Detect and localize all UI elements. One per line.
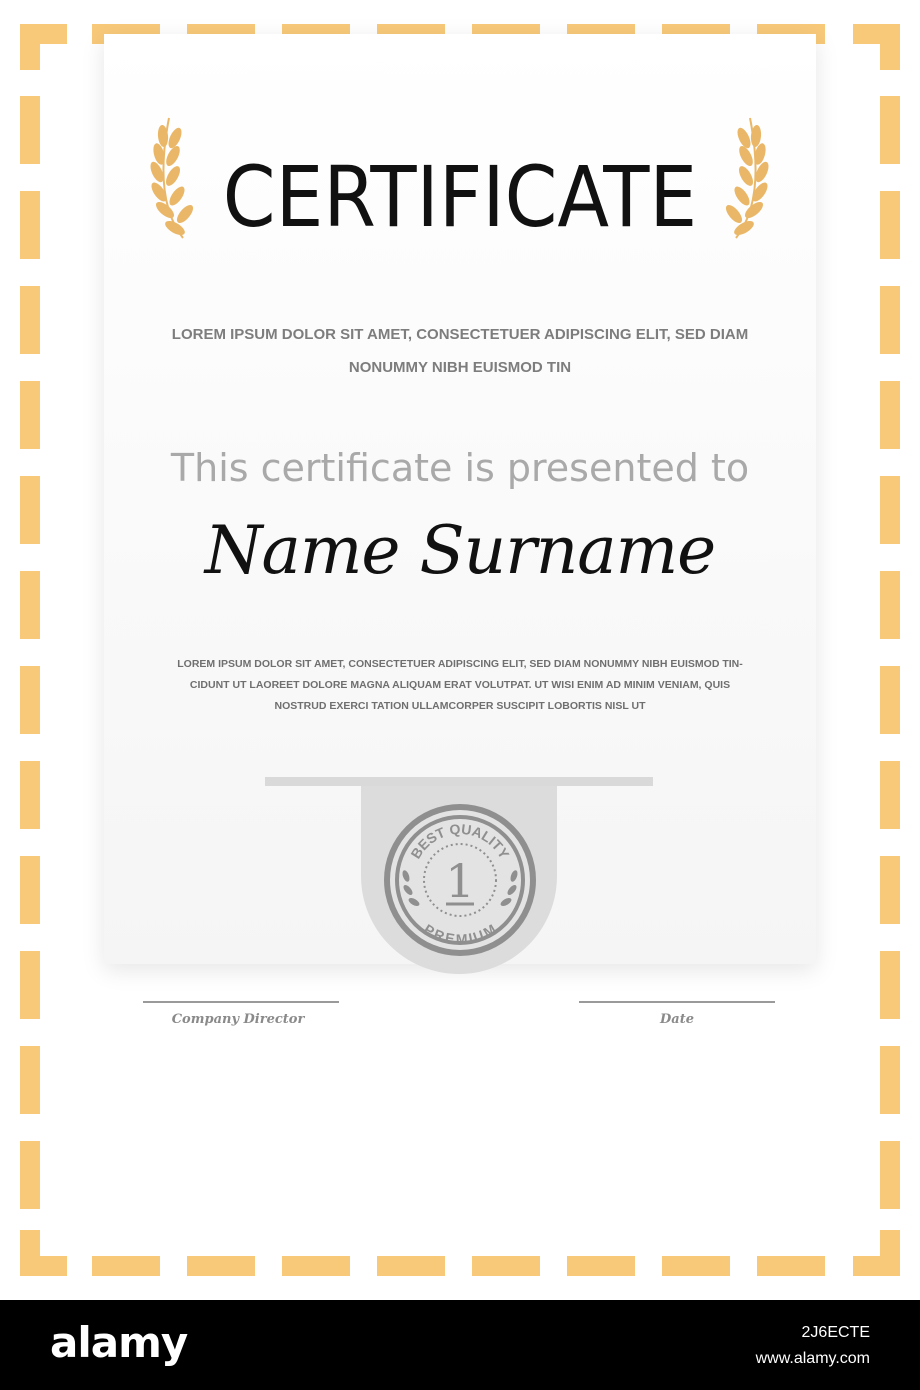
award-seal-icon [380, 800, 540, 960]
watermark-url: www.alamy.com [755, 1350, 870, 1367]
border-dash [880, 1046, 900, 1114]
ribbon-bar [265, 777, 653, 786]
border-dash [20, 666, 40, 734]
border-dash [880, 951, 900, 1019]
certificate-title: CERTIFICATE [222, 148, 698, 246]
border-dash [282, 1256, 350, 1276]
border-dash [880, 24, 900, 70]
border-dash [20, 1141, 40, 1209]
border-dash [880, 1230, 900, 1276]
border-dash [880, 191, 900, 259]
body-line-3: NOSTRUD EXERCI TATION ULLAMCORPER SUSCIPIT LOBORTIS NISL UT [274, 700, 646, 712]
border-dash [20, 96, 40, 164]
director-label: Company Director [171, 1012, 305, 1027]
border-dash [187, 1256, 255, 1276]
seal-bottom-text: PREMIUM [421, 920, 499, 948]
subtitle-line-1: LOREM IPSUM DOLOR SIT AMET, CONSECTETUER ADIPISCING ELIT, SED DIAM [171, 326, 749, 343]
border-dash [20, 191, 40, 259]
watermark-image-id: 2J6ECTE [801, 1324, 870, 1341]
seal-top-text: BEST QUALITY [407, 820, 513, 862]
border-dash [880, 1141, 900, 1209]
border-dash [662, 1256, 730, 1276]
date-signature-line [579, 1001, 775, 1003]
border-dash [20, 286, 40, 354]
seal-number: 1 [445, 854, 475, 908]
border-dash [757, 1256, 825, 1276]
subtitle-line-2: NONUMMY NIBH EUISMOD TIN [348, 359, 572, 376]
watermark-brand: alamy [50, 1318, 188, 1367]
border-dash [20, 761, 40, 829]
body-line-2: CIDUNT UT LAOREET DOLORE MAGNA ALIQUAM ERAT VOLUTPAT. UT WISI ENIM AD MINIM VENIAM, QUIS [189, 679, 731, 691]
border-dash [880, 856, 900, 924]
border-dash [20, 1046, 40, 1114]
border-dash [880, 96, 900, 164]
body-line-1: LOREM IPSUM DOLOR SIT AMET, CONSECTETUER ADIPISCING ELIT, SED DIAM NONUMMY NIBH EUISMOD TIN- [177, 658, 743, 670]
recipient-name: Name Surname [204, 512, 716, 589]
certificate-body [165, 654, 755, 717]
border-dash [20, 24, 40, 70]
border-dash [880, 761, 900, 829]
certificate-subtitle [150, 318, 770, 384]
border-dash [880, 286, 900, 354]
border-dash [20, 1230, 40, 1276]
border-dash [20, 381, 40, 449]
date-label: Date [660, 1012, 694, 1027]
border-dash [20, 856, 40, 924]
border-dash [567, 1256, 635, 1276]
watermark-footer [0, 1300, 920, 1390]
border-dash [880, 381, 900, 449]
border-dash [92, 1256, 160, 1276]
border-dash [20, 951, 40, 1019]
border-dash [377, 1256, 445, 1276]
border-dash [472, 1256, 540, 1276]
border-dash [880, 666, 900, 734]
presented-to-text: This certificate is presented to [170, 446, 750, 490]
director-signature-line [143, 1001, 339, 1003]
